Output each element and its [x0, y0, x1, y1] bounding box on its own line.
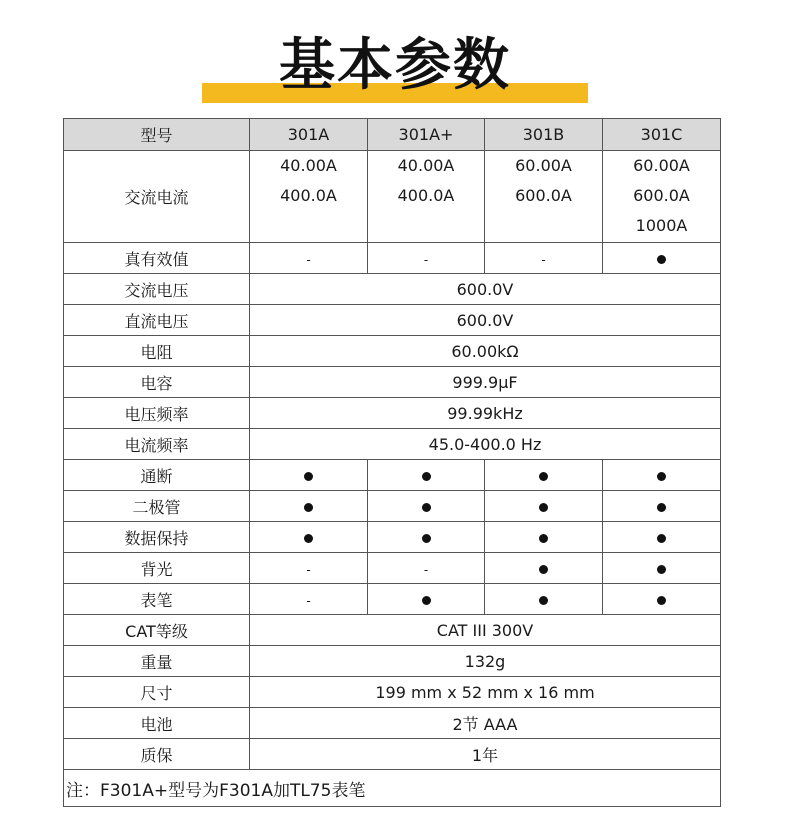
- cell-value: 1000A: [635, 216, 688, 235]
- table-cell: [368, 553, 485, 584]
- page-title: 基本参数: [279, 33, 511, 98]
- row-label: 电池: [64, 708, 250, 739]
- row-label: 真有效值: [64, 243, 250, 274]
- supported-dot-icon: [657, 565, 666, 574]
- not-supported-dash: -: [541, 252, 546, 267]
- table-cell: [368, 151, 485, 243]
- table-row: [64, 151, 721, 243]
- table-cell: [368, 460, 485, 491]
- cell-value: 600.0V: [250, 305, 721, 336]
- supported-dot-icon: [422, 503, 431, 512]
- table-row: [64, 584, 721, 615]
- cell-value: 45.0-400.0 Hz: [250, 429, 721, 460]
- cell-value: CAT III 300V: [250, 615, 721, 646]
- header-301a-plus: 301A+: [368, 119, 485, 151]
- cell-value: 132g: [250, 646, 721, 677]
- not-supported-dash: -: [306, 562, 311, 577]
- table-cell: [603, 553, 721, 584]
- table-note: 注：F301A+型号为F301A加TL75表笔: [64, 770, 721, 807]
- table-cell: [250, 553, 368, 584]
- row-label: 背光: [64, 553, 250, 584]
- table-cell: [603, 151, 721, 243]
- row-label: 表笔: [64, 584, 250, 615]
- supported-dot-icon: [304, 503, 313, 512]
- supported-dot-icon: [657, 503, 666, 512]
- table-row: [64, 398, 721, 429]
- supported-dot-icon: [539, 534, 548, 543]
- table-row: [64, 429, 721, 460]
- table-cell: [485, 151, 603, 243]
- table-cell: [485, 522, 603, 553]
- row-label: 交流电流: [64, 151, 250, 243]
- row-label: 尺寸: [64, 677, 250, 708]
- supported-dot-icon: [304, 534, 313, 543]
- cell-value: 40.00A: [397, 156, 455, 175]
- cell-value: 400.0A: [397, 186, 455, 205]
- table-cell: [485, 460, 603, 491]
- row-label: 电流频率: [64, 429, 250, 460]
- supported-dot-icon: [539, 503, 548, 512]
- cell-value: 60.00A: [515, 156, 572, 175]
- cell-value: 1年: [250, 739, 721, 770]
- row-label: 直流电压: [64, 305, 250, 336]
- supported-dot-icon: [539, 472, 548, 481]
- table-cell: [368, 243, 485, 274]
- row-label: 交流电压: [64, 274, 250, 305]
- not-supported-dash: -: [423, 562, 429, 577]
- row-label: 二极管: [64, 491, 250, 522]
- cell-value: 99.99kHz: [250, 398, 721, 429]
- table-row: [64, 677, 721, 708]
- not-supported-dash: -: [306, 252, 311, 267]
- cell-value: 600.0A: [515, 186, 572, 205]
- header-model: 型号: [64, 119, 250, 151]
- table-cell: [250, 491, 368, 522]
- spec-table: [63, 118, 721, 807]
- table-cell: [603, 584, 721, 615]
- supported-dot-icon: [657, 472, 666, 481]
- table-row: [64, 243, 721, 274]
- not-supported-dash: -: [423, 252, 429, 267]
- cell-value: 999.9μF: [250, 367, 721, 398]
- table-row: [64, 646, 721, 677]
- row-label: 质保: [64, 739, 250, 770]
- row-label: 电压频率: [64, 398, 250, 429]
- title-block: [0, 0, 790, 110]
- supported-dot-icon: [422, 596, 431, 605]
- table-cell: [603, 243, 721, 274]
- row-label: 数据保持: [64, 522, 250, 553]
- table-cell: [250, 243, 368, 274]
- row-label: 通断: [64, 460, 250, 491]
- table-row: [64, 336, 721, 367]
- table-row: [64, 305, 721, 336]
- table-cell: [368, 584, 485, 615]
- table-cell: [368, 522, 485, 553]
- table-cell: [485, 243, 603, 274]
- supported-dot-icon: [304, 472, 313, 481]
- table-cell: [368, 491, 485, 522]
- table-cell: [603, 522, 721, 553]
- supported-dot-icon: [657, 534, 666, 543]
- table-cell: [485, 491, 603, 522]
- cell-value: 600.0V: [250, 274, 721, 305]
- table-row: [64, 615, 721, 646]
- cell-value: 600.0A: [633, 186, 690, 205]
- row-label: 电容: [64, 367, 250, 398]
- table-row: [64, 274, 721, 305]
- table-row: [64, 708, 721, 739]
- supported-dot-icon: [422, 472, 431, 481]
- cell-value: 199 mm x 52 mm x 16 mm: [250, 677, 721, 708]
- table-cell: [250, 584, 368, 615]
- supported-dot-icon: [657, 255, 666, 264]
- table-cell: [603, 491, 721, 522]
- supported-dot-icon: [422, 534, 431, 543]
- supported-dot-icon: [657, 596, 666, 605]
- cell-value: 400.0A: [280, 186, 337, 205]
- header-301a: 301A: [250, 119, 368, 151]
- table-row: [64, 739, 721, 770]
- supported-dot-icon: [539, 596, 548, 605]
- cell-value: 60.00A: [633, 156, 690, 175]
- cell-value: 2节 AAA: [250, 708, 721, 739]
- table-cell: [250, 460, 368, 491]
- table-row: [64, 522, 721, 553]
- supported-dot-icon: [539, 565, 548, 574]
- table-row: [64, 460, 721, 491]
- cell-value: 60.00kΩ: [250, 336, 721, 367]
- table-cell: [485, 553, 603, 584]
- row-label: 电阻: [64, 336, 250, 367]
- table-cell: [485, 584, 603, 615]
- note-row: [64, 770, 721, 807]
- header-301c: 301C: [603, 119, 721, 151]
- table-row: [64, 491, 721, 522]
- header-301b: 301B: [485, 119, 603, 151]
- row-label: 重量: [64, 646, 250, 677]
- table-cell: [250, 522, 368, 553]
- cell-value: 40.00A: [280, 156, 337, 175]
- table-row: [64, 553, 721, 584]
- row-label: CAT等级: [64, 615, 250, 646]
- table-cell: [250, 151, 368, 243]
- not-supported-dash: -: [306, 593, 311, 608]
- table-header-row: [64, 119, 721, 151]
- table-row: [64, 367, 721, 398]
- table-cell: [603, 460, 721, 491]
